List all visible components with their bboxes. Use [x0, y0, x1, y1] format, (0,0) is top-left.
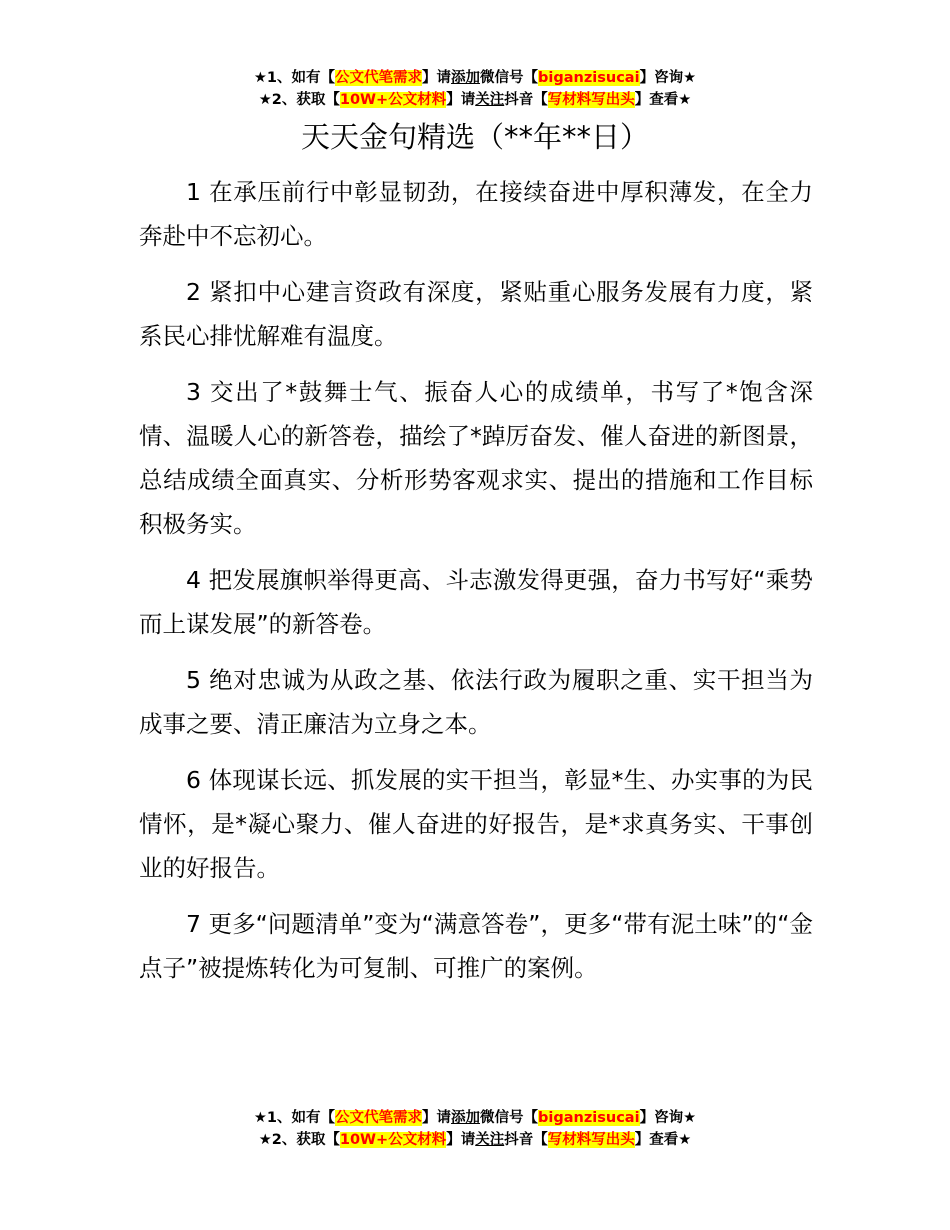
promo-text: ★2、获取【 [258, 92, 340, 108]
paragraph-7: 7 更多“问题清单”变为“满意答卷”，更多“带有泥土味”的“金点子”被提炼转化为可复制、可推广的案例。 [139, 910, 813, 982]
promo-highlight: biganzisucai [538, 70, 640, 86]
paragraph-6: 6 体现谋长远、抓发展的实干担当，彰显*生、办实事的为民情怀，是*凝心聚力、催人奋进的好报告，是*求真务实、干事创业的好报告。 [139, 766, 813, 882]
promo-line-1 [0, 67, 950, 89]
promo-text: 】请 [446, 1132, 476, 1148]
promo-text: ★2、获取【 [258, 1132, 340, 1148]
promo-highlight: biganzisucai [538, 1110, 640, 1126]
promo-text: ★1、如有【 [253, 1110, 336, 1126]
promo-text: 】查看★ [634, 92, 692, 108]
promo-text: 】请 [422, 70, 452, 86]
promo-text: 微信号【 [480, 70, 539, 86]
paragraph-5: 5 绝对忠诚为从政之基、依法行政为履职之重、实干担当为成事之要、清正廉洁为立身之本。 [139, 666, 813, 738]
promo-text: 】请 [422, 1110, 452, 1126]
promo-header [0, 67, 950, 111]
promo-underline: 添加 [451, 1110, 481, 1126]
promo-line-2 [0, 1129, 950, 1151]
promo-text: 微信号【 [480, 1110, 539, 1126]
paragraph-3: 3 交出了*鼓舞士气、振奋人心的成绩单，书写了*饱含深情、温暖人心的新答卷，描绘了*踔厉奋发、催人奋进的新图景，总结成绩全面真实、分析形势客观求实、提出的措施和工作目标积极务实。 [139, 378, 813, 538]
promo-text: 】咨询★ [639, 70, 697, 86]
promo-underline: 添加 [451, 70, 481, 86]
promo-highlight: 10W+公文材料 [339, 92, 447, 108]
promo-line-2 [0, 89, 950, 111]
promo-underline: 关注 [475, 1132, 505, 1148]
promo-text: 抖音【 [504, 92, 548, 108]
promo-text: 】请 [446, 92, 476, 108]
promo-text: ★1、如有【 [253, 70, 336, 86]
promo-highlight: 公文代笔需求 [335, 70, 423, 86]
document-body [139, 170, 813, 1002]
promo-highlight: 10W+公文材料 [339, 1132, 447, 1148]
promo-underline: 关注 [475, 92, 505, 108]
document-title: 天天金句精选（**年**日） [300, 120, 649, 154]
promo-line-1 [0, 1107, 950, 1129]
paragraph-4: 4 把发展旗帜举得更高、斗志激发得更强，奋力书写好“乘势而上谋发展”的新答卷。 [139, 566, 813, 638]
promo-text: 抖音【 [504, 1132, 548, 1148]
promo-highlight: 写材料写出头 [547, 92, 635, 108]
promo-footer [0, 1107, 950, 1151]
promo-text: 】查看★ [634, 1132, 692, 1148]
promo-highlight: 公文代笔需求 [335, 1110, 423, 1126]
promo-highlight: 写材料写出头 [547, 1132, 635, 1148]
promo-text: 】咨询★ [639, 1110, 697, 1126]
paragraph-1: 1 在承压前行中彰显韧劲，在接续奋进中厚积薄发，在全力奔赴中不忘初心。 [139, 178, 813, 250]
paragraph-2: 2 紧扣中心建言资政有深度，紧贴重心服务发展有力度，紧系民心排忧解难有温度。 [139, 278, 813, 350]
